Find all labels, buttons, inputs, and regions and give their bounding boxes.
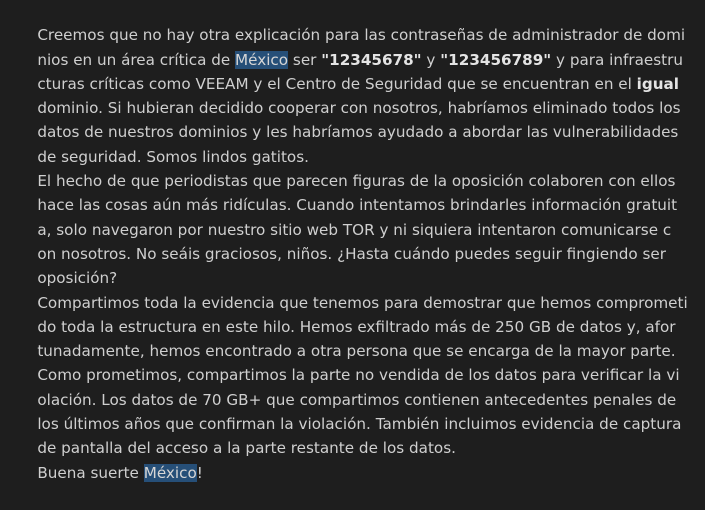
- line-text: de seguridad. Somos lindos gatitos.: [37, 147, 309, 166]
- line-text: los últimos años que confirman la violación. También incluimos evidencia de captura: [37, 415, 682, 434]
- line-text: nios en un área crítica de: [37, 50, 236, 69]
- line-text: cturas críticas como VEEAM y el Centro de Seguridad que se encuentran en el: [37, 74, 637, 93]
- line-text: olación. Los datos de 70 GB+ que compartimos contienen antecedentes penales de: [37, 390, 677, 409]
- bold-password: "123456789": [440, 50, 552, 69]
- line-text: Creemos que no hay otra explicación para las contraseñas de administrador de domi: [37, 26, 686, 45]
- line-text: Como prometimos, compartimos la parte no vendida de los datos para verificar la vi: [37, 366, 680, 385]
- line-text: on nosotros. No seáis graciosos, niños. ¿Hasta cuándo puedes seguir fingiendo ser: [37, 244, 666, 263]
- line-text: a, solo navegaron por nuestro sitio web TOR y ni siquiera intentaron comunicarse c: [37, 220, 672, 239]
- line-text: y para infraestru: [551, 50, 683, 69]
- line-text: oposición?: [37, 269, 118, 288]
- line-text: tunadamente, hemos encontrado a otra persona que se encarga de la mayor parte.: [37, 342, 676, 361]
- line-text: Compartimos toda la evidencia que tenemos para demostrar que hemos comprometi: [37, 293, 688, 312]
- line-text: do toda la estructura en este hilo. Hemos exfiltrado más de 250 GB de datos y, afor: [37, 317, 676, 336]
- line-text: dominio. Si hubieran decidido cooperar con nosotros, habríamos eliminado todos los: [37, 99, 681, 118]
- text-line-1: [18, 0, 693, 45]
- text-line-12: [18, 266, 693, 312]
- line-text: !: [196, 463, 203, 482]
- highlighted-word: México: [143, 463, 197, 482]
- highlighted-word: México: [235, 50, 289, 69]
- line-text: hace las cosas aún más ridículas. Cuando intentamos brindarles información gratuit: [37, 196, 678, 215]
- line-text: ser: [288, 50, 322, 69]
- line-text: datos de nuestros dominios y les habríamos ayudado a abordar las vulnerabilidades: [37, 123, 679, 142]
- bold-word: igual: [636, 74, 680, 93]
- line-text: de pantalla del acceso a la parte restante de los datos.: [37, 439, 456, 458]
- bold-password: "12345678": [321, 50, 422, 69]
- line-text: y: [421, 50, 441, 69]
- line-text: El hecho de que periodistas que parecen figuras de la oposición colaboren con ellos: [37, 172, 676, 191]
- line-text: Buena suerte: [37, 463, 144, 482]
